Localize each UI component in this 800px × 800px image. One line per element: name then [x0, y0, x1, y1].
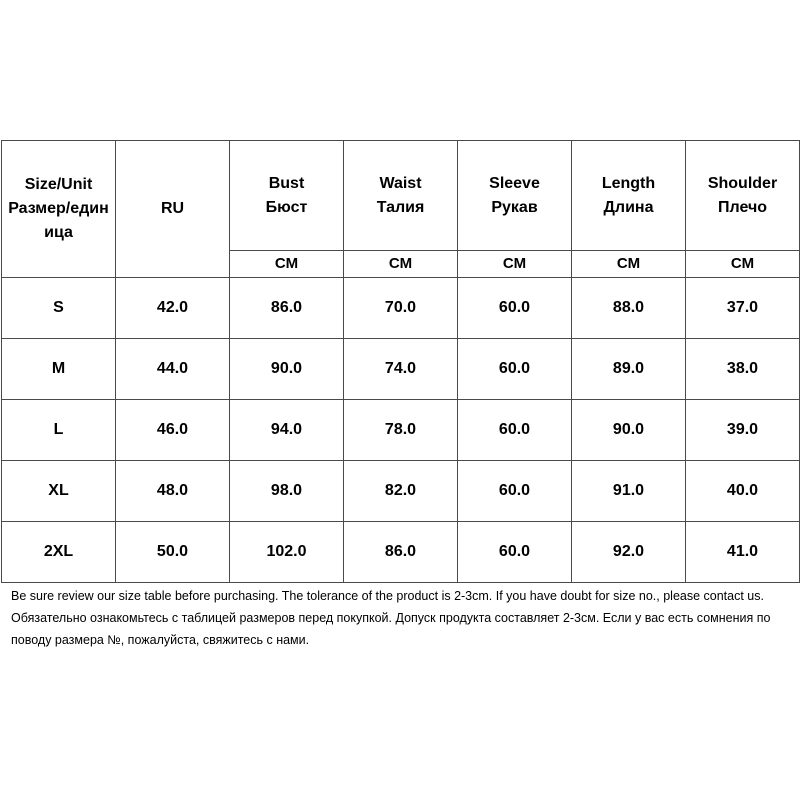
length-cell: 90.0 — [572, 400, 686, 461]
length-cell: 88.0 — [572, 278, 686, 339]
header-sleeve-ru: Рукав — [491, 198, 538, 216]
unit-length: CM — [572, 251, 686, 278]
header-row — [2, 141, 800, 251]
table-row — [2, 400, 800, 461]
header-bust — [230, 141, 344, 251]
waist-cell: 82.0 — [344, 461, 458, 522]
size-note-ru: Обязательно ознакомьтесь с таблицей размеров перед покупкой. Допуск продукта составляет 2-3см. Если у вас есть сомнения по поводу размера №, пожалуйста, свяжитесь с нами. — [11, 611, 771, 647]
sleeve-cell: 60.0 — [458, 400, 572, 461]
size-cell: XL — [2, 461, 116, 522]
unit-sleeve: CM — [458, 251, 572, 278]
size-note — [11, 585, 796, 651]
header-waist-en: Waist — [379, 174, 422, 192]
shoulder-cell: 37.0 — [686, 278, 800, 339]
ru-cell: 48.0 — [116, 461, 230, 522]
length-cell: 91.0 — [572, 461, 686, 522]
waist-cell: 86.0 — [344, 522, 458, 583]
header-shoulder — [686, 141, 800, 251]
waist-cell: 78.0 — [344, 400, 458, 461]
header-ru — [116, 141, 230, 278]
shoulder-cell: 38.0 — [686, 339, 800, 400]
header-sleeve — [458, 141, 572, 251]
header-waist-ru: Талия — [376, 198, 425, 216]
ru-cell: 42.0 — [116, 278, 230, 339]
size-note-en: Be sure review our size table before purchasing. The tolerance of the product is 2-3cm. If you have doubt for size no., please contact us. — [11, 589, 764, 603]
size-cell: 2XL — [2, 522, 116, 583]
waist-cell: 70.0 — [344, 278, 458, 339]
header-size-unit-en: Size/Unit — [24, 176, 93, 193]
header-shoulder-en: Shoulder — [707, 174, 778, 192]
length-cell: 92.0 — [572, 522, 686, 583]
size-cell: M — [2, 339, 116, 400]
table-row — [2, 461, 800, 522]
unit-bust: CM — [230, 251, 344, 278]
length-cell: 89.0 — [572, 339, 686, 400]
header-length-en: Length — [601, 174, 656, 192]
ru-cell: 50.0 — [116, 522, 230, 583]
unit-waist: CM — [344, 251, 458, 278]
sleeve-cell: 60.0 — [458, 522, 572, 583]
size-cell: L — [2, 400, 116, 461]
unit-shoulder: CM — [686, 251, 800, 278]
table-row — [2, 339, 800, 400]
sleeve-cell: 60.0 — [458, 461, 572, 522]
header-shoulder-ru: Плечо — [717, 198, 767, 216]
shoulder-cell: 41.0 — [686, 522, 800, 583]
sleeve-cell: 60.0 — [458, 339, 572, 400]
bust-cell: 90.0 — [230, 339, 344, 400]
bust-cell: 86.0 — [230, 278, 344, 339]
header-ru-label: RU — [160, 200, 185, 217]
header-length — [572, 141, 686, 251]
table-row — [2, 522, 800, 583]
header-bust-en: Bust — [268, 174, 305, 192]
header-size-unit — [2, 141, 116, 278]
bust-cell: 98.0 — [230, 461, 344, 522]
header-length-ru: Длина — [603, 198, 654, 216]
bust-cell: 94.0 — [230, 400, 344, 461]
header-bust-ru: Бюст — [265, 198, 308, 216]
ru-cell: 44.0 — [116, 339, 230, 400]
size-chart-table — [1, 140, 800, 583]
bust-cell: 102.0 — [230, 522, 344, 583]
header-waist — [344, 141, 458, 251]
header-sleeve-en: Sleeve — [489, 174, 540, 192]
shoulder-cell: 40.0 — [686, 461, 800, 522]
waist-cell: 74.0 — [344, 339, 458, 400]
sleeve-cell: 60.0 — [458, 278, 572, 339]
ru-cell: 46.0 — [116, 400, 230, 461]
table-row — [2, 278, 800, 339]
header-size-unit-ru: Размер/единица — [8, 200, 109, 241]
size-cell: S — [2, 278, 116, 339]
shoulder-cell: 39.0 — [686, 400, 800, 461]
